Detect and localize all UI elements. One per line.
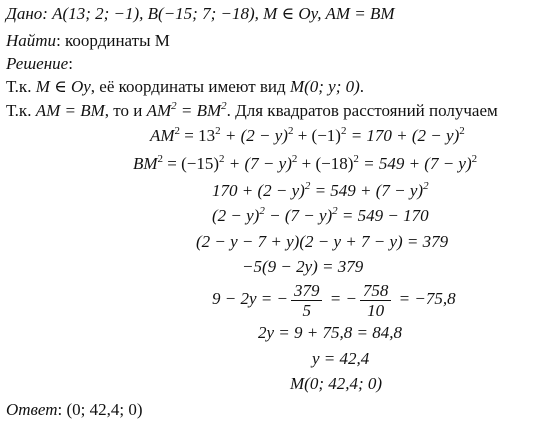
reason-line-2 [6, 101, 498, 121]
find-label: Найти [6, 31, 57, 50]
given-label: Дано [6, 4, 43, 23]
equation-step-8: 2y = 9 + 75,8 = 84,8 [258, 323, 402, 342]
equation-step-10: M(0; 42,4; 0) [290, 374, 383, 393]
equation-am-squared: $AM^2 = 13^2 + (2 - y)^2 + (-1)^2 = 170 + (2 - y)^2$ [150, 125, 465, 145]
equation-step-9: y = 42,4 [312, 349, 370, 368]
fraction-758-10: $\frac{758}{10}$ [360, 281, 392, 320]
answer-label: Ответ [6, 400, 58, 419]
reason-line-1 [6, 77, 364, 97]
fraction-379-5: $\frac{379}{5}$ [291, 281, 323, 320]
equation-step-7: 9 − 2y = − $\frac{379}{5}$ = − $\frac{758}{10}$ = −75,8 [212, 280, 456, 320]
reason-2-am-squared: $AM^2 = BM^2$ [146, 100, 227, 120]
equation-step-6: −5(9 − 2y) = 379 [242, 257, 364, 276]
reason-1-condition: M ∈ Oy [35, 77, 91, 96]
answer-text: : (0; 42,4; 0) [57, 400, 143, 419]
equation-bm-squared: $BM^2 = (-15)^2 + (7 - y)^2 + (-18)^2 = 549 + (7 - y)^2$ [133, 153, 478, 173]
reason-2-end: . Для квадратов расстояний получаем [226, 101, 498, 120]
solution-colon: : [68, 54, 73, 73]
reason-2-condition: AM = BM [35, 101, 105, 120]
reason-2-prefix: Т.к. [6, 101, 36, 120]
reason-1-form: M(0; y; 0) [289, 77, 360, 96]
reason-1-middle: , её координаты имеют вид [90, 77, 290, 96]
find-text: : координаты M [56, 31, 170, 50]
reason-1-end: . [359, 77, 365, 96]
given-text: : A(13; 2; −1), B(−15; 7; −18), M ∈ Oy, AM = BM [42, 4, 395, 23]
solution-heading [6, 54, 73, 74]
equation-step-3: $170 + (2 - y)^2 = 549 + (7 - y)^2$ [212, 180, 429, 200]
equation-step-5: (2 − y − 7 + y)(2 − y + 7 − y) = 379 [196, 232, 449, 251]
equation-step-4: $(2 - y)^2 - (7 - y)^2 = 549 - 170$ [212, 205, 429, 225]
find-line [6, 31, 170, 51]
solution-label: Решение [6, 54, 69, 73]
reason-2-middle: , то и [104, 101, 147, 120]
answer-line [6, 400, 143, 420]
given-line [6, 4, 395, 24]
reason-1-prefix: Т.к. [6, 77, 36, 96]
